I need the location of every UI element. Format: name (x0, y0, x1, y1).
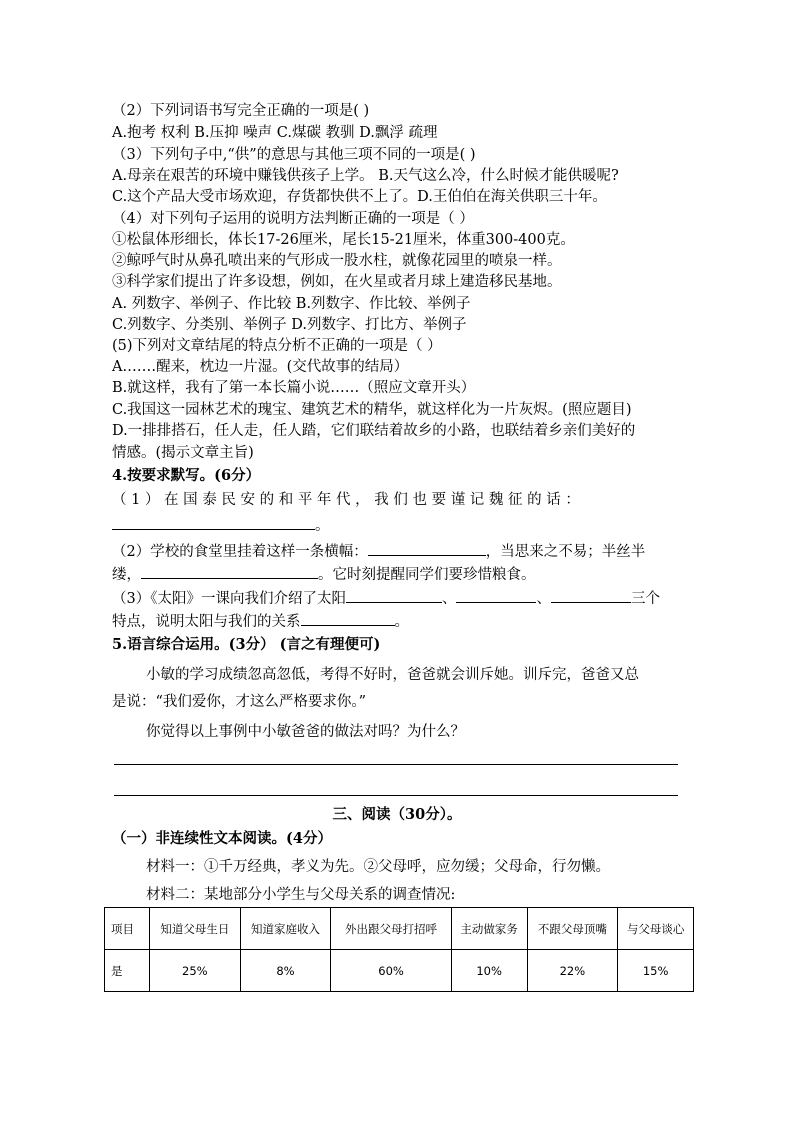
q2-stem: （2）下列词语书写完全正确的一项是( ) (112, 103, 370, 119)
q3-options-line1: A.母亲在艰苦的环境中赚钱供孩子上学。 B.天气这么冷，什么时候才能供暖呢? (112, 168, 619, 184)
answer-blank[interactable] (141, 563, 318, 579)
table-header-cell: 外出跟父母打招呼 (331, 908, 451, 950)
answer-blank[interactable] (112, 514, 315, 530)
section4-item3-cont: 特点，说明太阳与我们的关系 。 (112, 610, 409, 632)
table-cell: 是 (105, 950, 150, 992)
q3-options-line2: C.这个产品大受市场欢迎，存货都快供不上了。D.王伯伯在海关供职三十年。 (112, 189, 607, 205)
answer-blank[interactable] (301, 610, 395, 626)
q5-option-d-line1: D.一排排搭石，任人走，任人踏，它们联结着故乡的小路，也联结着乡亲们美好的 (112, 423, 636, 439)
q5-option-d-line2: 情感。(揭示文章主旨) (112, 445, 254, 461)
reading-section-title: 三、阅读（30分）。 (332, 806, 462, 823)
table-header-cell: 主动做家务 (451, 908, 527, 950)
answer-blank[interactable] (551, 587, 631, 603)
q4-sentence-1: ①松鼠体形细长，体长17-26厘米，尾长15-21厘米，体重300-400克。 (112, 232, 575, 248)
section5-passage-line2: 是说：“我们爱你，才这么严格要求你。” (112, 694, 367, 710)
table-cell: 25% (150, 950, 241, 992)
section4-item2: （2）学校的食堂里挂着这样一条横幅： ，当思来之不易；半丝半 (112, 540, 645, 562)
q4-stem: （4）对下列句子运用的说明方法判断正确的一项是（ ） (112, 211, 474, 227)
answer-line[interactable] (114, 795, 678, 796)
section4-item1: （ 1 ） 在 国 泰 民 安 的 和 平 年 代 ， 我 们 也 要 谨 记 魏 征 的 话 ： (112, 492, 580, 508)
table-header-row (105, 908, 694, 950)
q4-options-cd: C.列数字、分类别、举例子 D.列数字、打比方、举例子 (112, 317, 467, 333)
table-cell: 22% (527, 950, 618, 992)
table-cell: 8% (240, 950, 331, 992)
section4-item2-cont: 缕， 。它时刻提醒同学们要珍惜粮食。 (112, 563, 536, 585)
q5-option-b: B.就这样，我有了第一本长篇小说……（照应文章开头） (112, 380, 476, 396)
table-cell: 15% (618, 950, 694, 992)
answer-blank[interactable] (346, 587, 442, 603)
q4-sentence-2: ②鲸呼气时从鼻孔喷出来的气形成一股水柱，就像花园里的喷泉一样。 (112, 253, 562, 269)
section5-passage-line1: 小敏的学习成绩忽高忽低，考得不好时，爸爸就会训斥她。训斥完，爸爸又总 (146, 667, 639, 683)
table-header-cell: 不跟父母顶嘴 (527, 908, 618, 950)
material-two: 材料二：某地部分小学生与父母关系的调查情况: (146, 887, 456, 903)
q2-options: A.抱考 权利 B.压抑 噪声 C.煤碳 教驯 D.飘浮 疏理 (112, 125, 438, 141)
table-header-cell: 知道父母生日 (150, 908, 241, 950)
section5-title: 5.语言综合运用。(3分） (言之有理便可) (112, 636, 381, 653)
survey-table (104, 907, 694, 992)
section4-item3: （3）《太阳》一课向我们介绍了太阳 、 、 三个 (112, 587, 660, 609)
table-header-cell: 项目 (105, 908, 150, 950)
q3-stem: （3）下列句子中,“供”的意思与其他三项不同的一项是( ) (112, 147, 476, 163)
section4-item1-answer: 。 (112, 514, 330, 536)
table-cell: 10% (451, 950, 527, 992)
q5-stem: (5)下列对文章结尾的特点分析不正确的一项是（ ） (112, 338, 442, 354)
answer-blank[interactable] (368, 540, 486, 556)
table-cell: 60% (331, 950, 451, 992)
q5-option-c: C.我国这一园林艺术的瑰宝、建筑艺术的精华，就这样化为一片灰烬。(照应题目) (112, 402, 632, 418)
section4-title: 4.按要求默写。(6分） (112, 467, 261, 484)
q5-option-a: A.……醒来，枕边一片湿。(交代故事的结局） (112, 359, 409, 375)
reading-subsection-title: （一）非连续性文本阅读。(4分） (112, 830, 332, 847)
material-one: 材料一：①千万经典，孝义为先。②父母呼，应勿缓；父母命，行勿懒。 (146, 859, 610, 875)
section5-question: 你觉得以上事例中小敏爸爸的做法对吗？为什么？ (146, 724, 465, 740)
table-header-cell: 知道家庭收入 (240, 908, 331, 950)
q4-sentence-3: ③科学家们提出了许多设想，例如，在火星或者月球上建造移民基地。 (112, 274, 562, 290)
q4-options-ab: A. 列数字、举例子、作比较 B.列数字、作比较、举例子 (112, 296, 471, 312)
table-header-cell: 与父母谈心 (618, 908, 694, 950)
table-row (105, 950, 694, 992)
answer-line[interactable] (114, 764, 678, 765)
answer-blank[interactable] (456, 587, 536, 603)
